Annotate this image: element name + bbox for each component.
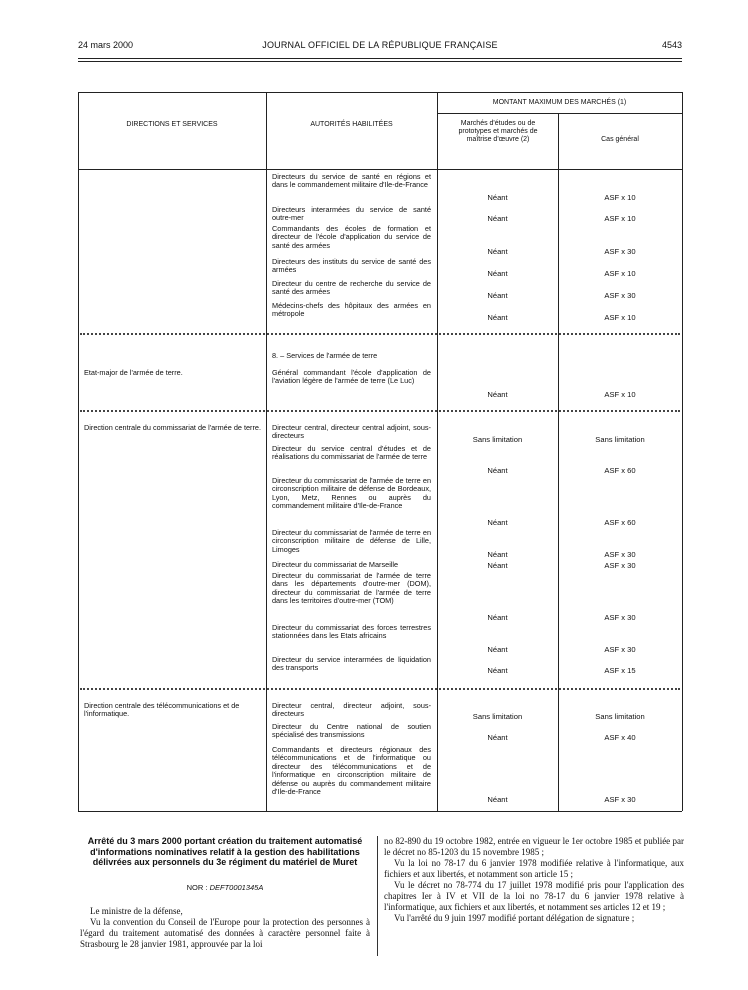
- table-header-bottom: [78, 169, 682, 170]
- authority-entry: Directeur du commissariat de l'armée de terre en circonscription militaire de défense de Bordeaux, Lyon, Metz, Rennes ou auprès du commandement militaire d'Ile-de-France: [272, 476, 431, 511]
- etudes-value: Néant: [487, 518, 508, 527]
- authority-entry: Général commandant l'école d'application de l'aviation légère de l'armée de terre (Le Luc): [272, 368, 431, 386]
- general-value: ASF x 30: [604, 550, 636, 559]
- col-divider-1: [266, 92, 267, 811]
- general-value: ASF x 30: [604, 645, 636, 654]
- header-autorites: AUTORITÉS HABILITÉES: [310, 121, 393, 128]
- paragraph: Vu la convention du Conseil de l'Europe pour la protection des personnes à l'égard du traitement automatisé des données à caractère personnel faite à Strasbourg le 28 janvier 1981, approuvée par la loi: [80, 917, 370, 949]
- etudes-value: Néant: [487, 193, 508, 202]
- authority-entry: Commandants et directeurs régionaux des télécommunications et de l'informatique ou directeur des télécommunications et de l'informatique en circonscription militaire de défense ou auprès du commandement militaire d'Ile-de-France: [272, 745, 431, 797]
- authority-entry: Directeur du centre de recherche du service de santé des armées: [272, 279, 431, 297]
- general-value: Sans limitation: [595, 712, 645, 721]
- authority-entry: Directeurs interarmées du service de santé outre-mer: [272, 205, 431, 223]
- authority-entry: Directeur du commissariat de l'armée de terre en circonscription militaire de défense de Lille, Limoges: [272, 528, 431, 554]
- col-divider-2: [437, 92, 438, 811]
- etudes-value: Néant: [487, 390, 508, 399]
- authority-entry: Directeur du service central d'études et de réalisations du commissariat de l'armée de terre: [272, 444, 431, 462]
- journal-title: JOURNAL OFFICIEL DE LA RÉPUBLIQUE FRANÇAISE: [262, 40, 498, 50]
- header-directions: DIRECTIONS ET SERVICES: [126, 121, 218, 128]
- montant-underline: [437, 113, 682, 114]
- column-separator: [377, 836, 378, 956]
- etudes-value: Néant: [487, 247, 508, 256]
- etudes-value: Néant: [487, 666, 508, 675]
- header-montant: MONTANT MAXIMUM DES MARCHÉS (1): [492, 99, 627, 106]
- article-title: Arrêté du 3 mars 2000 portant création du traitement automatisé d'informations nominatives relatif à la gestion des habilitations délivrées aux personnels du 3e régiment du matériel de Muret: [87, 836, 363, 867]
- general-value: ASF x 40: [604, 733, 636, 742]
- table-bottom-border: [78, 811, 682, 812]
- etudes-value: Néant: [487, 269, 508, 278]
- page-number: 4543: [661, 40, 682, 50]
- nor-code: DEFT0001345A: [209, 883, 264, 892]
- section-title-armee-de-terre: 8. – Services de l'armée de terre: [272, 351, 378, 360]
- general-value: ASF x 60: [604, 518, 636, 527]
- etudes-value: Néant: [487, 795, 508, 804]
- etudes-value: Néant: [487, 613, 508, 622]
- header-rule-2: [78, 61, 682, 62]
- row-separator: [80, 410, 680, 412]
- direction-commissariat: Direction centrale du commissariat de l'armée de terre.: [84, 423, 261, 432]
- paragraph: Vu l'arrêté du 9 juin 1997 modifié portant délégation de signature ;: [394, 913, 635, 923]
- etudes-value: Néant: [487, 733, 508, 742]
- authority-entry: Directeur central, directeur adjoint, sous-directeurs: [272, 701, 431, 719]
- paragraph: Vu la loi no 78-17 du 6 janvier 1978 modifiée relative à l'informatique, aux fichiers et aux libertés, et notamment son article 15 ;: [384, 858, 684, 879]
- paragraph: no 82-890 du 19 octobre 1982, entrée en vigueur le 1er octobre 1985 et publiée par le décret no 85-1203 du 15 novembre 1985 ;: [384, 836, 684, 857]
- row-separator: [80, 688, 680, 690]
- header-rule: [78, 58, 682, 59]
- nor-reference: [80, 883, 370, 892]
- article-body-left: [80, 906, 370, 950]
- etudes-value: Sans limitation: [472, 712, 523, 721]
- table-right-border: [682, 92, 683, 811]
- authority-entry: Directeur du commissariat de Marseille: [272, 560, 399, 569]
- etudes-value: Néant: [487, 214, 508, 223]
- authority-entry: Directeur du service interarmées de liquidation des transports: [272, 655, 431, 673]
- direction-etat-major: Etat-major de l'armée de terre.: [84, 368, 183, 377]
- authority-entry: Directeurs du service de santé en régions et dans le commandement militaire d'Ile-de-France: [272, 172, 431, 190]
- general-value: ASF x 30: [604, 247, 636, 256]
- table-top-border: [78, 92, 682, 93]
- authority-entry: Directeur du Centre national de soutien spécialisé des transmissions: [272, 722, 431, 740]
- etudes-value: Néant: [487, 313, 508, 322]
- header-date: 24 mars 2000: [78, 40, 134, 50]
- etudes-value: Sans limitation: [472, 435, 523, 444]
- col-divider-3: [558, 113, 559, 811]
- authority-entry: Médecins-chefs des hôpitaux des armées en métropole: [272, 301, 431, 319]
- general-value: ASF x 10: [604, 313, 636, 322]
- general-value: Sans limitation: [595, 435, 645, 444]
- authority-entry: Directeur du commissariat des forces terrestres stationnées dans les Etats africains: [272, 623, 431, 641]
- etudes-value: Néant: [487, 291, 508, 300]
- header-etudes: Marchés d'études ou de prototypes et marchés de maîtrise d'œuvre (2): [458, 120, 538, 143]
- general-value: ASF x 15: [604, 666, 636, 675]
- general-value: ASF x 10: [604, 390, 636, 399]
- etudes-value: Néant: [487, 466, 508, 475]
- authority-entry: Directeurs des instituts du service de santé des armées: [272, 257, 431, 275]
- paragraph: Vu le décret no 78-774 du 17 juillet 1978 modifié pris pour l'application des chapitres Ier à IV et VII de la loi no 78-17 du 6 janvier 1978 relative à l'informatique, aux fichiers et aux libertés, et notamment ses articles 12 et 19 ;: [384, 880, 684, 912]
- general-value: ASF x 10: [604, 193, 636, 202]
- authority-entry: Directeur central, directeur central adjoint, sous-directeurs: [272, 423, 431, 441]
- general-value: ASF x 30: [604, 291, 636, 300]
- authority-entry: Commandants des écoles de formation et directeur de l'école d'application du service de santé des armées: [272, 224, 431, 250]
- paragraph: Le ministre de la défense,: [90, 906, 183, 916]
- general-value: ASF x 60: [604, 466, 636, 475]
- page-header: [78, 40, 682, 54]
- row-separator: [80, 333, 680, 335]
- general-value: ASF x 10: [604, 214, 636, 223]
- etudes-value: Néant: [487, 561, 508, 570]
- general-value: ASF x 30: [604, 613, 636, 622]
- table-left-border: [78, 92, 79, 811]
- general-value: ASF x 10: [604, 269, 636, 278]
- general-value: ASF x 30: [604, 795, 636, 804]
- authority-entry: Directeur du commissariat de l'armée de terre dans les départements d'outre-mer (DOM), directeur du commissariat de l'armée de terre dans les territoires d'outre-mer (TOM): [272, 571, 431, 606]
- article-body-right: [384, 836, 684, 924]
- header-general: Cas général: [601, 136, 639, 143]
- general-value: ASF x 30: [604, 561, 636, 570]
- direction-telecom: Direction centrale des télécommunications et de l'informatique.: [84, 701, 240, 719]
- etudes-value: Néant: [487, 645, 508, 654]
- nor-label: NOR :: [186, 883, 208, 892]
- etudes-value: Néant: [487, 550, 508, 559]
